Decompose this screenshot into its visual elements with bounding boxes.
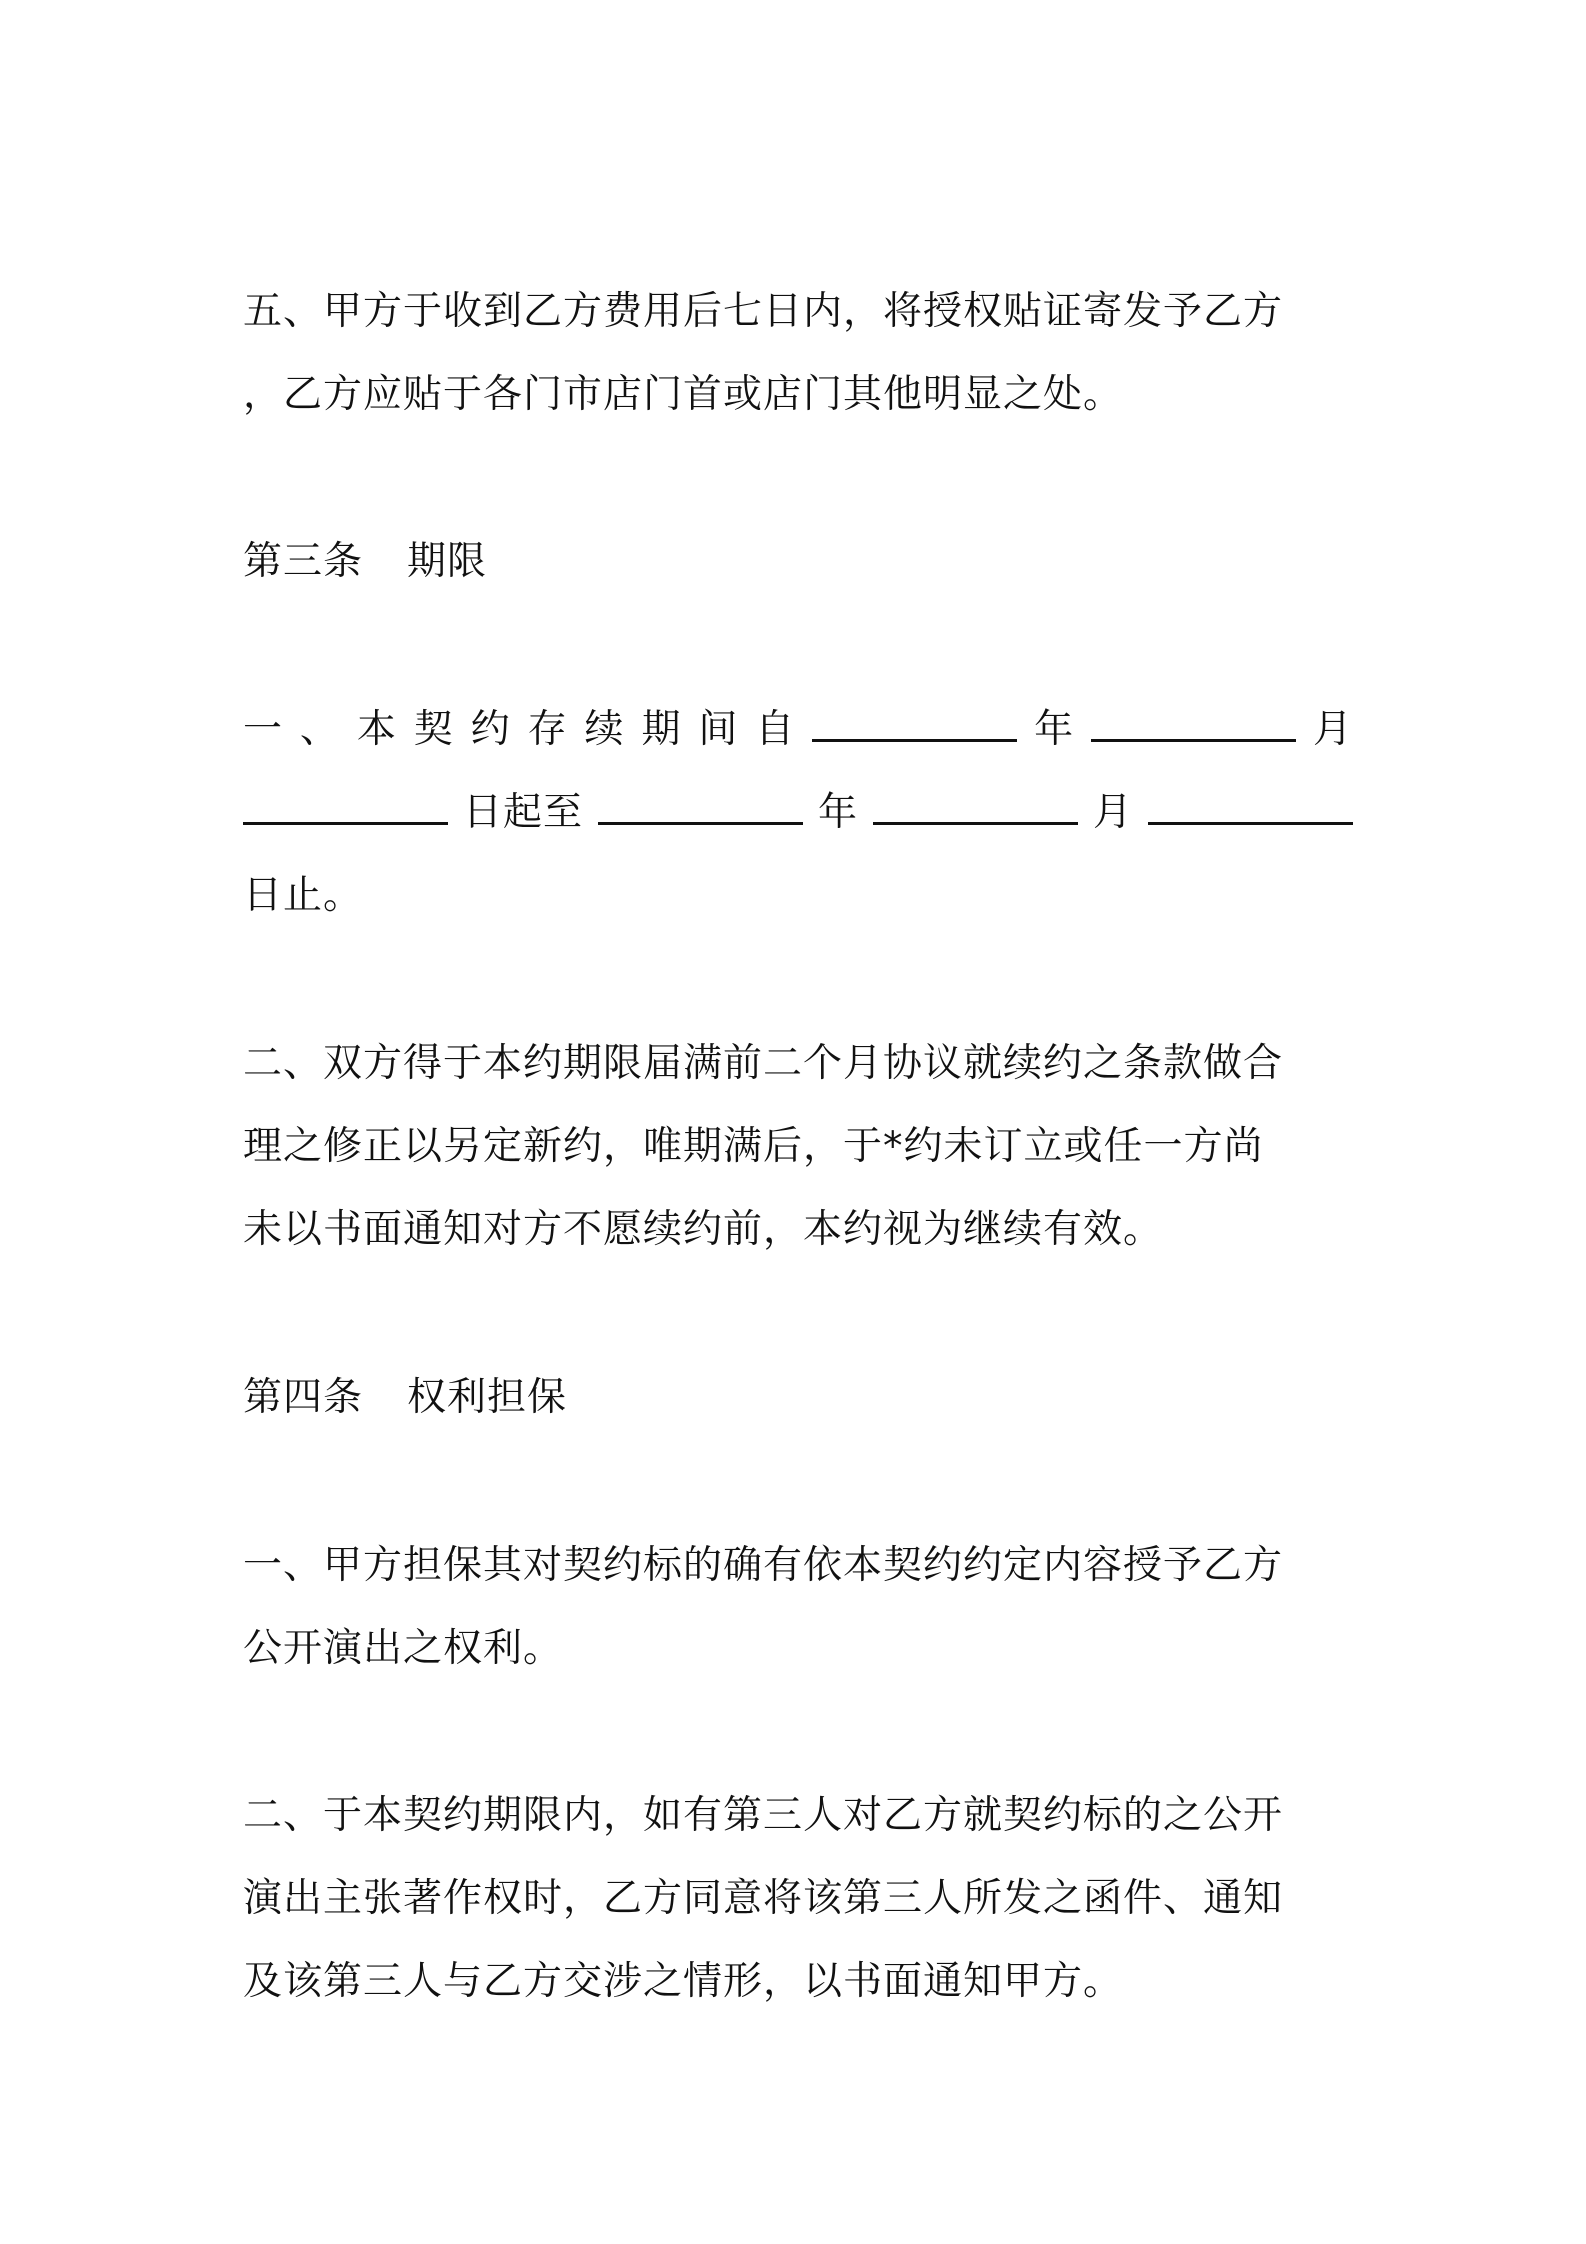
- article-4-item-1-line-1: 一、甲方担保其对契约标的确有依本契约约定内容授予乙方: [243, 1543, 1284, 1588]
- fill-blank-day-end[interactable]: [1148, 778, 1353, 825]
- article-3-item-2-line-3: 未以书面通知对方不愿续约前，本约视为继续有效。: [243, 1207, 1164, 1252]
- clause-5-line-2: ，乙方应贴于各门市店门首或店门其他明显之处。: [243, 372, 1124, 417]
- label-month: 月: [1312, 707, 1353, 752]
- char: 约: [470, 707, 511, 752]
- label-year-2: 年: [817, 790, 858, 835]
- article-3-number: 第三条: [243, 539, 364, 584]
- clause-5-paragraph: [243, 270, 1353, 436]
- fill-blank-year-start[interactable]: [812, 695, 1017, 742]
- article-3-item-1-line-1: [243, 688, 1353, 771]
- article-4-item-1-line-2: 公开演出之权利。: [243, 1626, 564, 1671]
- article-4-heading: [243, 1356, 1353, 1439]
- article-3-item-1: [243, 688, 1353, 937]
- char: 自: [755, 707, 796, 752]
- char: 、: [299, 707, 340, 752]
- char: 续: [584, 707, 625, 752]
- article-3-heading: [243, 520, 1353, 603]
- article-4-title: 权利担保: [407, 1375, 568, 1420]
- label-year: 年: [1034, 707, 1075, 752]
- char: 一: [243, 707, 284, 752]
- fill-blank-day-start[interactable]: [243, 778, 448, 825]
- fill-blank-month-end[interactable]: [873, 778, 1078, 825]
- article-3-item-1-line-2: [243, 771, 1353, 854]
- article-3-item-2-line-2: 理之修正以另定新约，唯期满后，于*约未订立或任一方尚: [243, 1124, 1264, 1169]
- article-4-number: 第四条: [243, 1375, 364, 1420]
- article-4-item-2-line-1: 二、于本契约期限内，如有第三人对乙方就契约标的之公开: [243, 1793, 1284, 1838]
- article-4-item-2-line-2: 演出主张著作权时，乙方同意将该第三人所发之函件、通知: [243, 1876, 1284, 1921]
- article-3-title: 期限: [407, 539, 488, 584]
- fill-blank-month-start[interactable]: [1091, 695, 1296, 742]
- char: 存: [527, 707, 568, 752]
- clause-5-line-1: 五、甲方于收到乙方费用后七日内，将授权贴证寄发予乙方: [243, 289, 1284, 334]
- fill-blank-year-end[interactable]: [598, 778, 803, 825]
- article-3-item-2: [243, 1022, 1353, 1271]
- article-3-item-1-line-3: 日止。: [243, 873, 364, 918]
- article-4-item-2-line-3: 及该第三人与乙方交涉之情形，以书面通知甲方。: [243, 1959, 1124, 2004]
- article-4-item-2: [243, 1774, 1353, 2023]
- char: 期: [641, 707, 682, 752]
- char: 契: [413, 707, 454, 752]
- article-4-item-1: [243, 1524, 1353, 1690]
- char: 本: [356, 707, 397, 752]
- char: 间: [698, 707, 739, 752]
- article-3-item-2-line-1: 二、双方得于本约期限届满前二个月协议就续约之条款做合: [243, 1041, 1284, 1086]
- label-month-2: 月: [1092, 790, 1133, 835]
- label-day-from: 日起至: [462, 790, 583, 835]
